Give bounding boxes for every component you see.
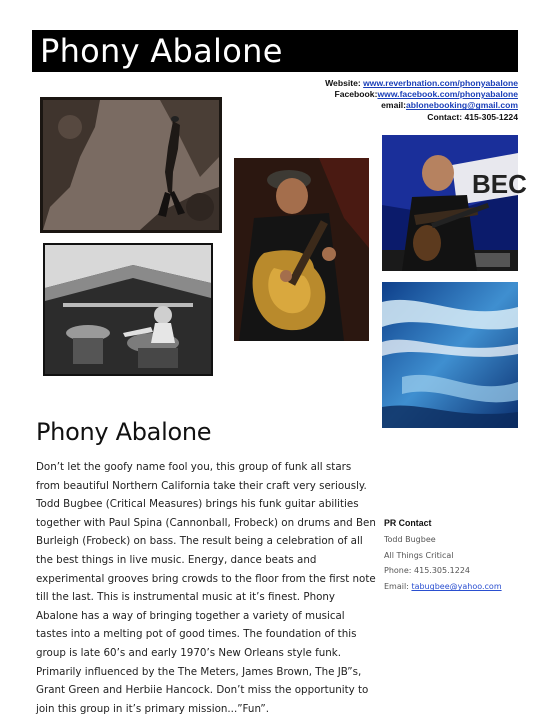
svg-text:BEC: BEC xyxy=(472,169,527,199)
facebook-label: Facebook: xyxy=(334,89,378,100)
pr-contact-email-line xyxy=(384,579,502,595)
email-link[interactable]: ablonebooking@gmail.com xyxy=(406,100,518,111)
water-image xyxy=(382,282,518,428)
drummer-photo xyxy=(43,243,213,376)
bio-paragraph: Don’t let the goofy name fool you, this group of funk all stars from beautiful Northern California take their craft very seriously. Todd Bugbee (Critical Measures) brings his funk guitar abilities together with Paul Spina (Cannonball, Frobeck) on drums and Ben Burleigh (Frobeck) on bass. The result being a celebration of all the best things in live music. Energy, dance beats and experimental grooves bring crowds to the floor from the first note till the last. This is instrumental music at it’s finest. Phony Abalone has a way of bringing together a variety of musical tastes into a melting pot of good times. The foundation of this group is late 60’s and early 1970’s New Orleans style funk. Primarily influenced by the The Meters, James Brown, The JB”s, Grant Green and Herbiie Hancock. Don’t miss the opportunity to join this group in it’s primary mission...”Fun”. xyxy=(36,461,376,715)
bassist-image xyxy=(382,135,527,271)
guitarist-image xyxy=(234,158,369,341)
diver-photo xyxy=(40,97,222,233)
pr-contact-company: All Things Critical xyxy=(384,550,454,560)
contact-phone: Contact: 415-305-1224 xyxy=(427,111,518,122)
website-label: Website: xyxy=(325,78,364,88)
drummer-image xyxy=(43,243,213,376)
facebook-line xyxy=(325,89,518,100)
title-bar xyxy=(32,30,518,72)
guitarist-photo xyxy=(234,158,369,341)
section-heading: Phony Abalone xyxy=(36,418,212,446)
pr-contact-block xyxy=(384,516,502,595)
email-line xyxy=(325,100,518,111)
pr-email-link[interactable]: tabugbee@yahoo.com xyxy=(411,582,502,592)
pr-email-label: Email: xyxy=(384,582,412,592)
website-link[interactable]: www.reverbnation.com/phonyabalone xyxy=(363,78,518,88)
website-line xyxy=(325,78,518,89)
email-label: email: xyxy=(381,100,406,111)
contact-block xyxy=(325,78,518,123)
pr-contact-title: PR Contact xyxy=(384,518,432,528)
bassist-photo xyxy=(382,135,527,271)
pr-contact-phone: Phone: 415.305.1224 xyxy=(384,566,471,576)
facebook-link[interactable]: www.facebook.com/phonyabalone xyxy=(377,89,518,100)
pr-contact-name: Todd Bugbee xyxy=(384,534,436,544)
diver-image xyxy=(40,97,222,233)
water-abstract-photo xyxy=(382,282,518,428)
page-title: Phony Abalone xyxy=(40,32,283,70)
